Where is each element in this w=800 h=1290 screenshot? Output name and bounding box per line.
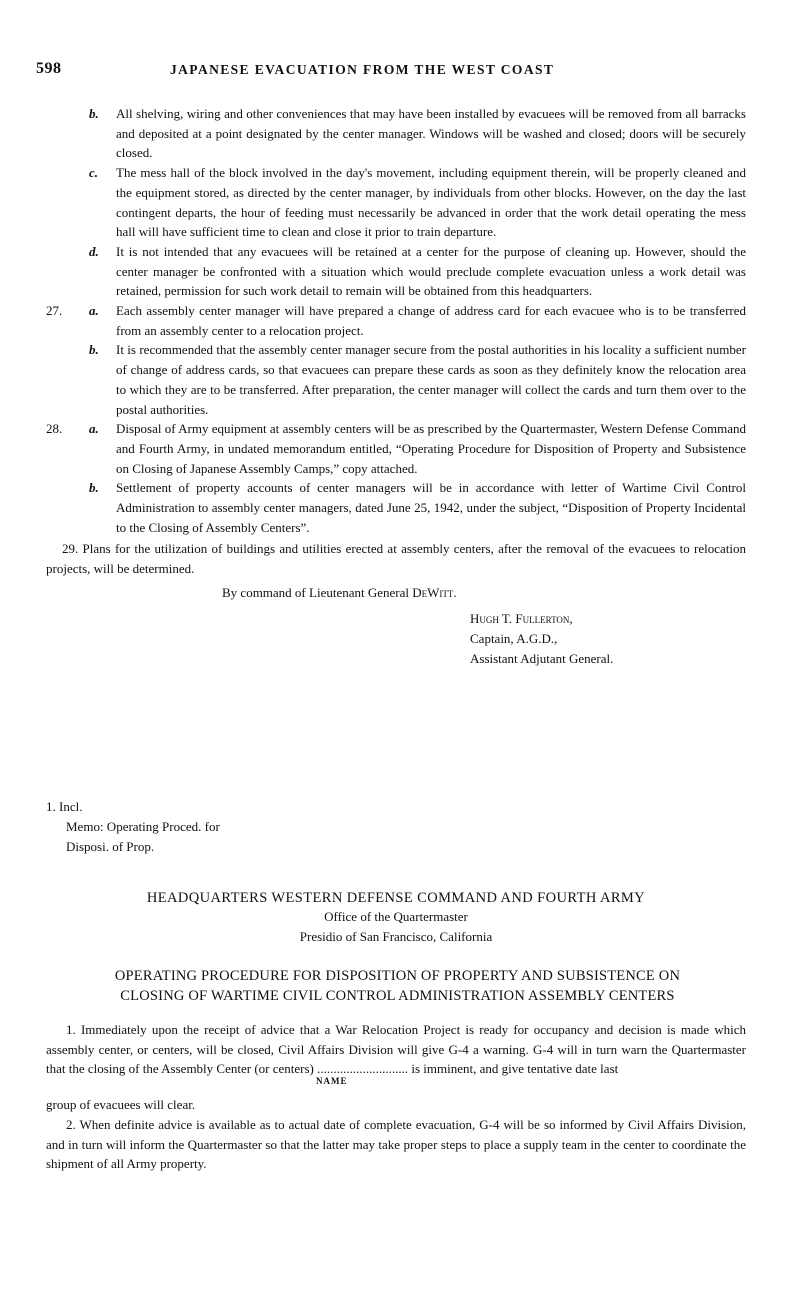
procedure-title-line1: OPERATING PROCEDURE FOR DISPOSITION OF PROPERTY AND SUBSISTENCE ON [114,968,681,984]
enclosure-memo-cont: Disposi. of Prop. [66,839,155,854]
item-letter: b. [89,342,99,358]
procedure-paragraph-1: 1. Immediately upon the receipt of advice that a War Relocation Project is ready for occupancy and decision is made which assembly center, or centers, will be closed, Civil Affairs Division will give G-4 a warning. G-4 will in turn warn the Quartermaster that the closing of the Assembly Center (or centers) ............................ is imminent, and give tentative date last [46,1022,746,1077]
item-27b [46,340,746,419]
signatory-rank: Captain, A.G.D., [470,630,558,646]
enclosure-count: 1. Incl. [46,799,83,814]
item-text: The mess hall of the block involved in the day's movement, including equipment therein, will be properly cleaned and the equipment stored, as directed by the center manager, by individuals from other blocks. However, on the day the last contingent departs, the hour of feeding must necessarily be advanced in order that the work detail operating the mess hall will have sufficient time to clean and close it prior to train departure. [116,165,746,240]
item-letter: a. [89,303,99,319]
item-letter: a. [89,421,99,437]
item-27a [46,301,746,340]
item-text: Disposal of Army equipment at assembly centers will be as prescribed by the Quartermaster, Western Defense Command and Fourth Army, in undated memorandum entitled, “Operating Procedure for Disposition of Property and Subsistence on Closing of Japanese Assembly Camps,” copy attached. [116,421,746,476]
signature-block [46,609,746,669]
signatory-name: Hugh T. Fullerton, [470,610,573,626]
signatory-title: Assistant Adjutant General. [470,650,614,666]
procedure-paragraph-1-cont: group of evacuees will clear. [46,1097,196,1113]
item-text: All shelving, wiring and other conveniences that may have been installed by evacuees will be removed from all barracks and deposited at a point designated by the center manager. Windows will be washed and closed; doors will be securely closed. [116,106,746,161]
item-26d [46,242,746,301]
procedure-title-line2: CLOSING OF WARTIME CIVIL CONTROL ADMINISTRATION ASSEMBLY CENTERS [120,988,675,1004]
orders-body [46,104,746,669]
item-28b [46,478,746,537]
item-letter: c. [89,165,99,181]
item-text: Each assembly center manager will have prepared a change of address card for each evacuee who is to be transferred from an assembly center to a relocation project. [116,303,746,338]
hq-title: HEADQUARTERS WESTERN DEFENSE COMMAND AND FOURTH ARMY [146,890,646,906]
procedure-paragraph-2: 2. When definite advice is available as to actual date of complete evacuation, G-4 will be so informed by Civil Affairs Division, and in turn will inform the Quartermaster so that the latter may take proper steps to place a supply team in the center to coordinate the shipment of all Army property. [46,1116,746,1172]
item-26b [46,104,746,163]
name-label: NAME [316,1076,348,1087]
command-prefix: By command of Lieutenant General [222,584,413,600]
procedure-title [40,966,755,1006]
item-26c [46,163,746,242]
hq-heading [46,890,746,947]
item-text: It is not intended that any evacuees will be retained at a center for the purpose of cleaning up. However, should the center manager be confronted with a situation which would preclude complete evacuation unless a work detail was retained, permission for such work detail to remain will be obtained from this headquarters. [116,243,746,299]
item-number: 28. [46,421,63,437]
general-name: DeWitt. [412,584,457,600]
item-letter: b. [89,106,99,121]
hq-office: Office of the Quartermaster [324,909,468,924]
item-text: Settlement of property accounts of center managers will be in accordance with letter of Wartime Civil Control Administration to assembly center managers, dated June 25, 1942, under the subject, “Disposition of Property Incidental to the Closing of Assembly Centers”. [116,480,746,535]
paragraph-29: 29. Plans for the utilization of buildings and utilities erected at assembly centers, after the removal of the evacuees to relocation projects, will be determined. [46,541,746,577]
hq-location: Presidio of San Francisco, California [299,929,493,944]
enclosure-note [46,797,220,857]
running-head: JAPANESE EVACUATION FROM THE WEST COAST [170,62,555,77]
item-number: 27. [46,303,63,319]
page-number: 598 [36,60,62,77]
item-28a [46,419,746,478]
item-text: It is recommended that the assembly center manager secure from the postal authorities in his locality a sufficient number of change of address cards, so that evacuees can prepare these cards as soon as they definitely know the relocation area to which they are to be transferred. After preparation, the center manager will collect the cards and turn them over to the postal authorities. [116,342,746,417]
item-letter: b. [89,480,99,496]
item-letter: d. [89,243,99,259]
enclosure-memo: Memo: Operating Proced. for [66,819,220,834]
page-header [36,60,756,82]
procedure-body [46,1020,746,1174]
command-line [46,583,746,603]
